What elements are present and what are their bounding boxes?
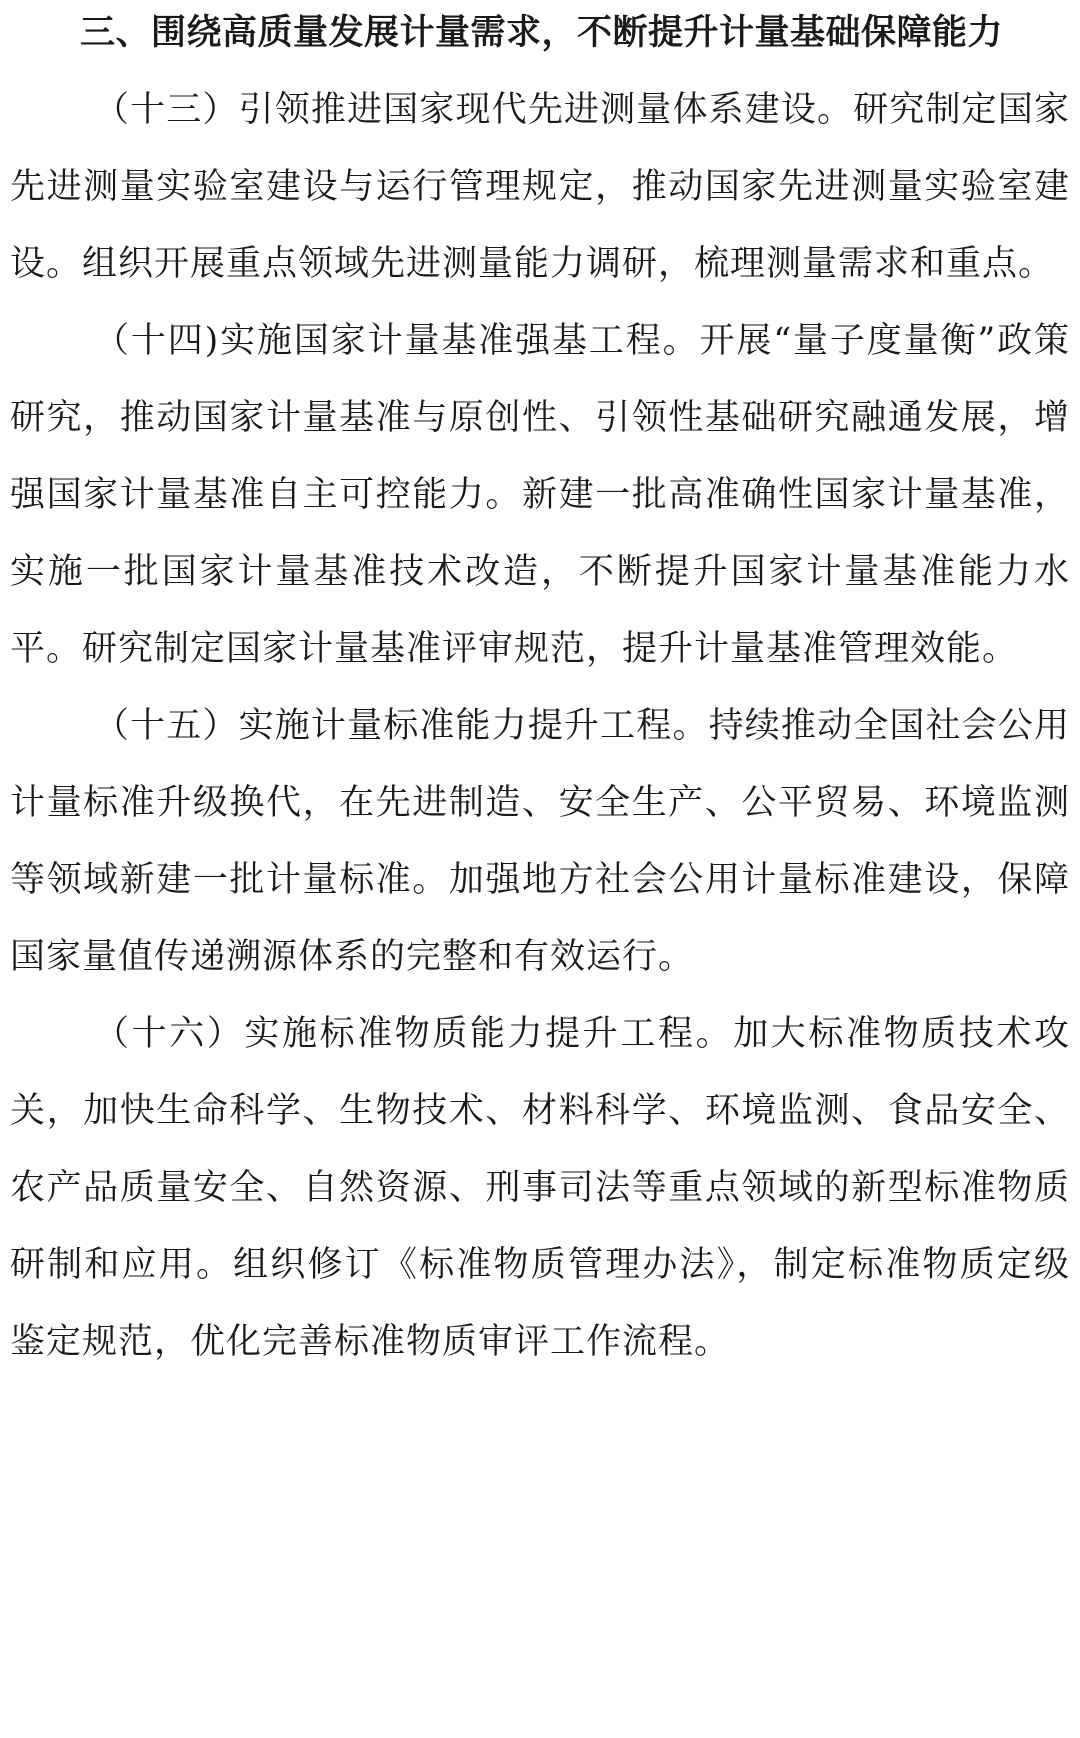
paragraph-13 <box>10 72 1070 303</box>
document-page <box>10 0 1070 1381</box>
paragraph-16 <box>10 996 1070 1381</box>
paragraph-14-label: （十四)实施国家计量基准强基工程。 <box>94 321 700 361</box>
paragraph-15-body: 持续推动全国社会公用计量标准升级换代，在先进制造、安全生产、公平贸易、环境监测等领域新建一批计量标准。加强地方社会公用计量标准建设，保障国家量值传递溯源体系的完整和有效运行。 <box>10 706 1070 977</box>
paragraph-15 <box>10 688 1070 996</box>
paragraph-13-label: （十三）引领推进国家现代先进测量体系建设。 <box>94 90 854 130</box>
paragraph-13-body: 研究制定国家先进测量实验室建设与运行管理规定，推动国家先进测量实验室建设。组织开展重点领域先进测量能力调研，梳理测量需求和重点。 <box>10 90 1070 284</box>
section-heading: 三、围绕高质量发展计量需求，不断提升计量基础保障能力 <box>80 13 1004 53</box>
paragraph-14-body: 开展“量子度量衡”政策研究，推动国家计量基准与原创性、引领性基础研究融通发展，增强国家计量基准自主可控能力。新建一批高准确性国家计量基准，实施一批国家计量基准技术改造，不断提升国家计量基准能力水平。研究制定国家计量基准评审规范，提升计量基准管理效能。 <box>10 321 1070 669</box>
paragraph-16-label: （十六）实施标准物质能力提升工程。 <box>94 1014 734 1054</box>
paragraph-14 <box>10 303 1070 688</box>
paragraph-16-body: 加大标准物质技术攻关，加快生命科学、生物技术、材料科学、环境监测、食品安全、农产品质量安全、自然资源、刑事司法等重点领域的新型标准物质研制和应用。组织修订《标准物质管理办法》，制定标准物质定级鉴定规范，优化完善标准物质审评工作流程。 <box>10 1014 1070 1362</box>
paragraph-15-label: （十五）实施计量标准能力提升工程。 <box>94 706 709 746</box>
